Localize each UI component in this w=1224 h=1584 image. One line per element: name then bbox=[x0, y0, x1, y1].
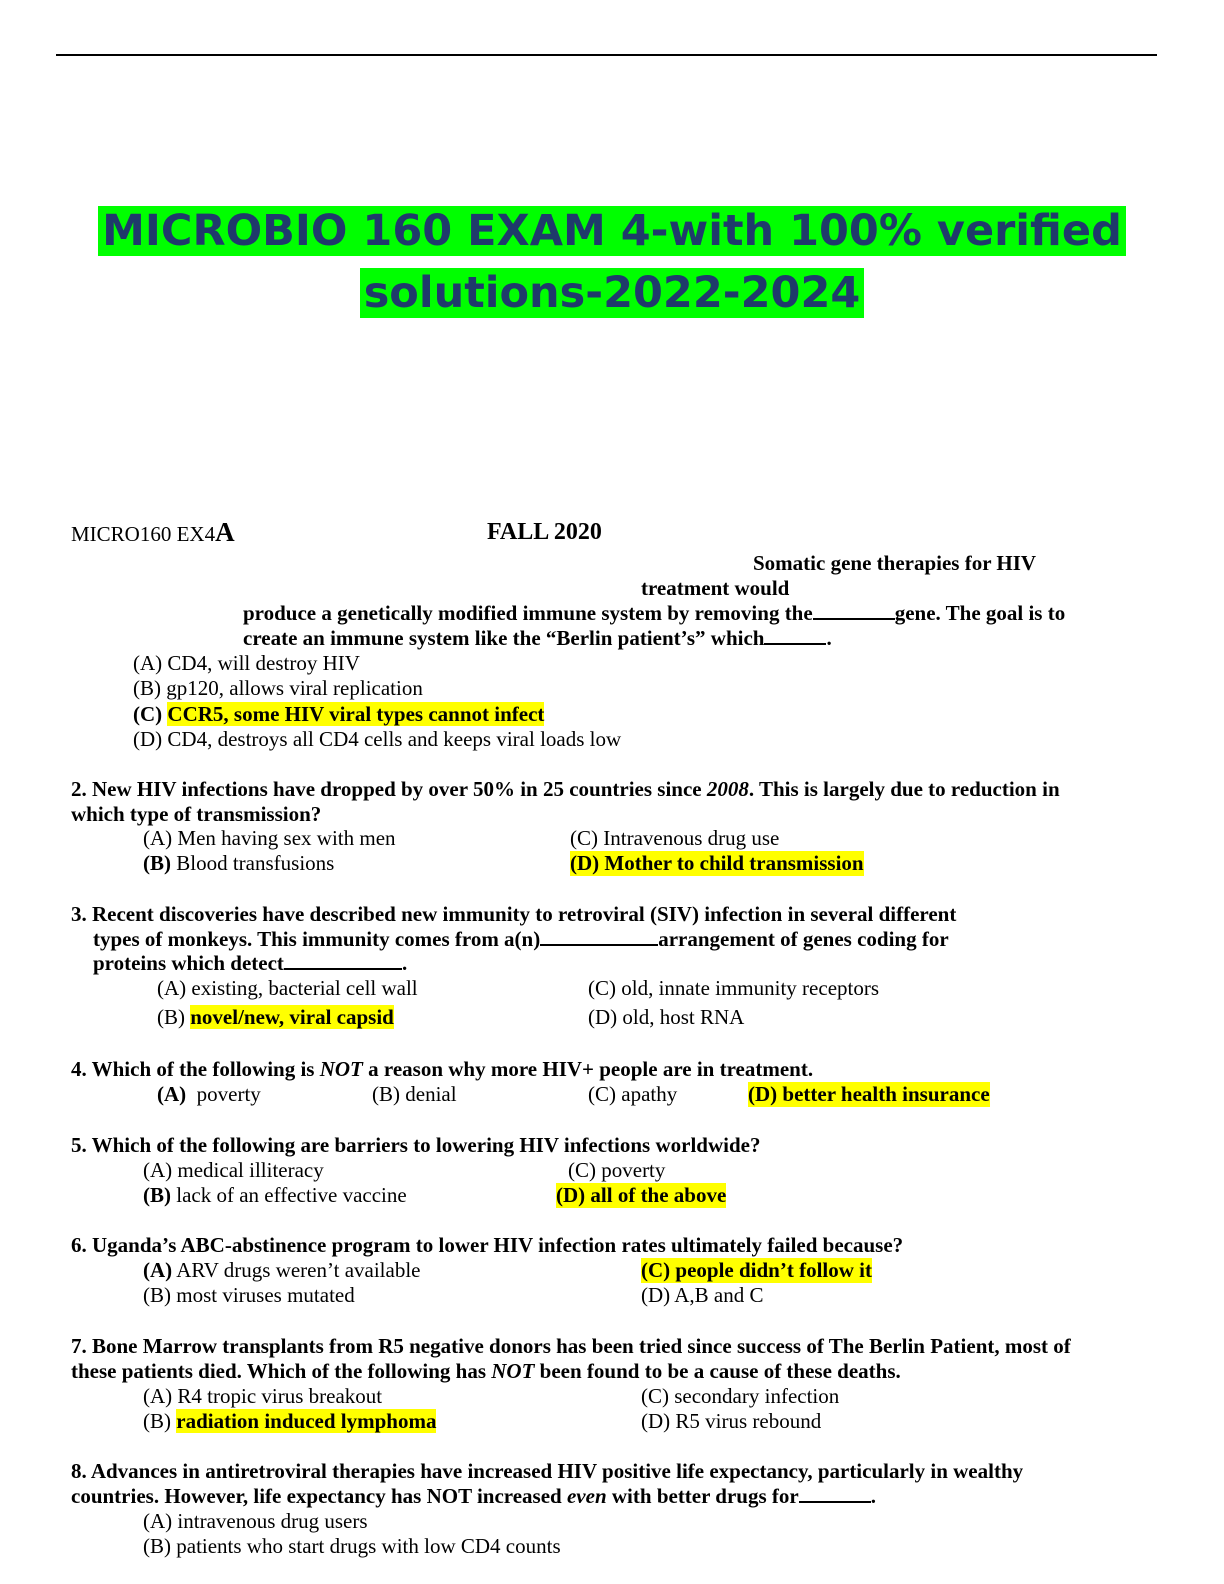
q4-line-1: 4. Which of the following is NOT a reason why more HIV+ people are in treatment. bbox=[71, 1057, 814, 1081]
q2-option-c: (C) Intravenous drug use bbox=[570, 826, 780, 850]
q3-option-a: (A) existing, bacterial cell wall bbox=[157, 976, 418, 1000]
q2-option-b: (B) Blood transfusions bbox=[143, 851, 335, 875]
q2-option-d: (D) Mother to child transmission bbox=[570, 851, 864, 875]
q6-option-b: (B) most viruses mutated bbox=[143, 1283, 355, 1307]
q4-option-b: (B) denial bbox=[372, 1082, 457, 1106]
q8-line-2: countries. However, life expectancy has NOT increased even with better drugs for . bbox=[71, 1484, 876, 1508]
q7-option-c: (C) secondary infection bbox=[641, 1384, 840, 1408]
correct-answer: CCR5, some HIV viral types cannot infect bbox=[167, 702, 545, 726]
answer-blank bbox=[813, 602, 895, 620]
q1-option-a: (A) CD4, will destroy HIV bbox=[133, 651, 360, 675]
answer-blank bbox=[799, 1485, 871, 1503]
q4-option-d: (D) better health insurance bbox=[748, 1082, 990, 1106]
q3-option-d: (D) old, host RNA bbox=[588, 1005, 745, 1029]
q8-line-1: 8. Advances in antiretroviral therapies have increased HIV positive life expectancy, particularly in wealthy bbox=[71, 1459, 1024, 1483]
q5-option-c: (C) poverty bbox=[568, 1158, 666, 1182]
correct-answer: novel/new, viral capsid bbox=[190, 1005, 394, 1029]
answer-blank bbox=[284, 952, 402, 970]
q5-option-d: (D) all of the above bbox=[556, 1183, 727, 1207]
q6-option-a: (A) ARV drugs weren’t available bbox=[143, 1258, 421, 1282]
document-title-line-2: solutions-2022-2024 bbox=[0, 262, 1224, 324]
q1-option-d: (D) CD4, destroys all CD4 cells and keeps viral loads low bbox=[133, 727, 622, 751]
q2-line-1: 2. New HIV infections have dropped by over 50% in 25 countries since 2008. This is largely due to reduction in bbox=[71, 777, 1060, 801]
q7-line-1: 7. Bone Marrow transplants from R5 negative donors has been tried since success of The Berlin Patient, most of bbox=[71, 1334, 1071, 1358]
q8-option-b: (B) patients who start drugs with low CD4 counts bbox=[143, 1534, 561, 1558]
correct-answer: radiation induced lymphoma bbox=[176, 1409, 437, 1433]
q1-line-3: produce a genetically modified immune system by removing the gene. The goal is to bbox=[243, 601, 1066, 625]
document-title-line-1: MICROBIO 160 EXAM 4-with 100% verified bbox=[0, 200, 1224, 262]
q2-line-2: which type of transmission? bbox=[71, 802, 322, 826]
q6-option-d: (D) A,B and C bbox=[641, 1283, 764, 1307]
q1-line-2: treatment would bbox=[641, 576, 790, 600]
q4-option-a: (A) poverty bbox=[157, 1082, 261, 1106]
q3-option-b: (B) novel/new, viral capsid bbox=[157, 1005, 394, 1029]
q7-option-a: (A) R4 tropic virus breakout bbox=[143, 1384, 383, 1408]
exam-term: FALL 2020 bbox=[487, 519, 602, 545]
q3-line-3: proteins which detect . bbox=[93, 951, 408, 975]
q1-line-4: create an immune system like the “Berlin patient’s” which . bbox=[243, 626, 832, 650]
answer-blank bbox=[540, 928, 658, 946]
q5-option-b: (B) lack of an effective vaccine bbox=[143, 1183, 407, 1207]
q1-option-c: (C) CCR5, some HIV viral types cannot infect bbox=[133, 702, 545, 726]
q6-option-c: (C) people didn’t follow it bbox=[641, 1258, 872, 1282]
exam-code: MICRO160 EX4A bbox=[71, 517, 235, 547]
q2-option-a: (A) Men having sex with men bbox=[143, 826, 396, 850]
q4-option-c: (C) apathy bbox=[588, 1082, 678, 1106]
q7-option-d: (D) R5 virus rebound bbox=[641, 1409, 822, 1433]
q8-option-a: (A) intravenous drug users bbox=[143, 1509, 368, 1533]
q5-line-1: 5. Which of the following are barriers to lowering HIV infections worldwide? bbox=[71, 1133, 761, 1157]
q6-line-1: 6. Uganda’s ABC-abstinence program to lower HIV infection rates ultimately failed because? bbox=[71, 1233, 904, 1257]
answer-blank bbox=[764, 627, 826, 645]
q3-line-2: types of monkeys. This immunity comes from a(n) arrangement of genes coding for bbox=[93, 927, 949, 951]
top-rule bbox=[56, 54, 1157, 56]
q7-option-b: (B) radiation induced lymphoma bbox=[143, 1409, 437, 1433]
q3-option-c: (C) old, innate immunity receptors bbox=[588, 976, 880, 1000]
q1-line-1: Somatic gene therapies for HIV bbox=[753, 551, 1037, 575]
q3-line-1: 3. Recent discoveries have described new immunity to retroviral (SIV) infection in several different bbox=[71, 902, 957, 926]
q1-option-b: (B) gp120, allows viral replication bbox=[133, 676, 423, 700]
q7-line-2: these patients died. Which of the following has NOT been found to be a cause of these deaths. bbox=[71, 1359, 901, 1383]
q5-option-a: (A) medical illiteracy bbox=[143, 1158, 324, 1182]
